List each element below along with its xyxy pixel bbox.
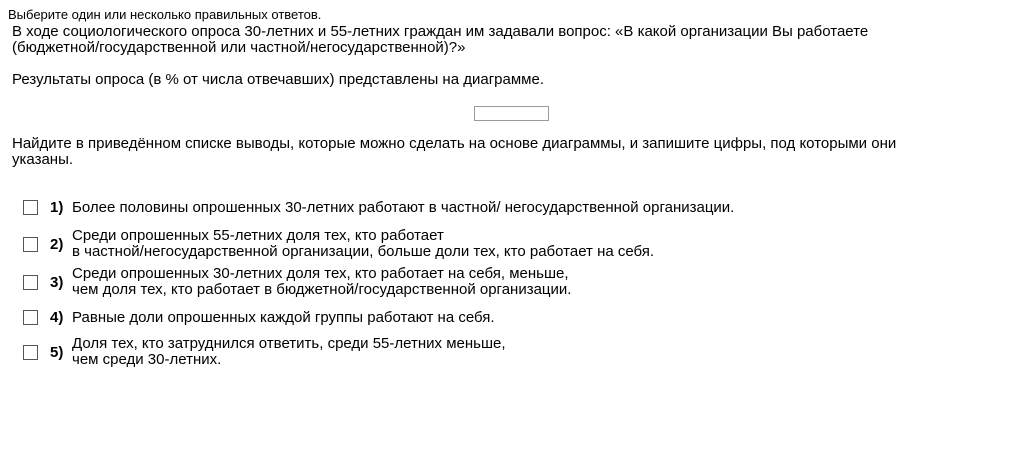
option-5-line1: Доля тех, кто затруднился ответить, среди 55-летних меньше,: [72, 335, 506, 352]
option-1-checkbox[interactable]: [23, 200, 38, 215]
option-3-text: [72, 266, 571, 298]
question-intro-line2: (бюджетной/государственной или частной/негосударственной)?»: [12, 39, 466, 56]
instruction-text: Выберите один или несколько правильных ответов.: [8, 7, 322, 22]
option-3[interactable]: [23, 266, 571, 298]
option-2-line2: в частной/негосударственной организации, больше доли тех, кто работает на себя.: [72, 243, 655, 260]
option-3-line2: чем доля тех, кто работает в бюджетной/государственной организации.: [72, 281, 572, 298]
option-4-checkbox[interactable]: [23, 310, 38, 325]
option-3-checkbox[interactable]: [23, 275, 38, 290]
option-5-text: [72, 336, 506, 368]
question-text: [12, 24, 1012, 88]
task-text: [12, 136, 1012, 168]
task-line1: Найдите в приведённом списке выводы, которые можно сделать на основе диаграммы, и запишите цифры, под которыми они: [12, 135, 897, 152]
option-5[interactable]: [23, 336, 506, 368]
option-5-number: 5): [50, 343, 64, 361]
option-1-text: [72, 200, 734, 216]
option-4-line1: Равные доли опрошенных каждой группы работают на себя.: [72, 308, 495, 326]
option-2-checkbox[interactable]: [23, 237, 38, 252]
option-2-number: 2): [50, 235, 64, 253]
option-2-line1: Среди опрошенных 55-летних доля тех, кто работает: [72, 227, 444, 244]
option-1-number: 1): [50, 199, 64, 216]
option-1[interactable]: [23, 199, 734, 216]
question-intro: [12, 24, 1012, 56]
option-4[interactable]: [23, 309, 495, 326]
question-results: Результаты опроса (в % от числа отвечавших) представлены на диаграмме.: [12, 71, 544, 88]
option-4-number: 4): [50, 309, 64, 326]
option-1-line1: Более половины опрошенных 30-летних работают в частной/ негосударственной организации.: [72, 198, 735, 216]
option-4-text: [72, 310, 495, 326]
option-5-checkbox[interactable]: [23, 345, 38, 360]
task-line2: указаны.: [12, 151, 74, 168]
option-2[interactable]: [23, 228, 654, 260]
option-5-line2: чем среди 30-летних.: [72, 351, 222, 368]
option-3-line1: Среди опрошенных 30-летних доля тех, кто работает на себя, меньше,: [72, 265, 569, 282]
question-intro-line1: В ходе социологического опроса 30-летних и 55-летних граждан им задавали вопрос: «В какой организации Вы работаете: [12, 23, 869, 40]
chart-image-placeholder: [474, 106, 549, 121]
option-3-number: 3): [50, 273, 64, 291]
option-2-text: [72, 228, 654, 260]
